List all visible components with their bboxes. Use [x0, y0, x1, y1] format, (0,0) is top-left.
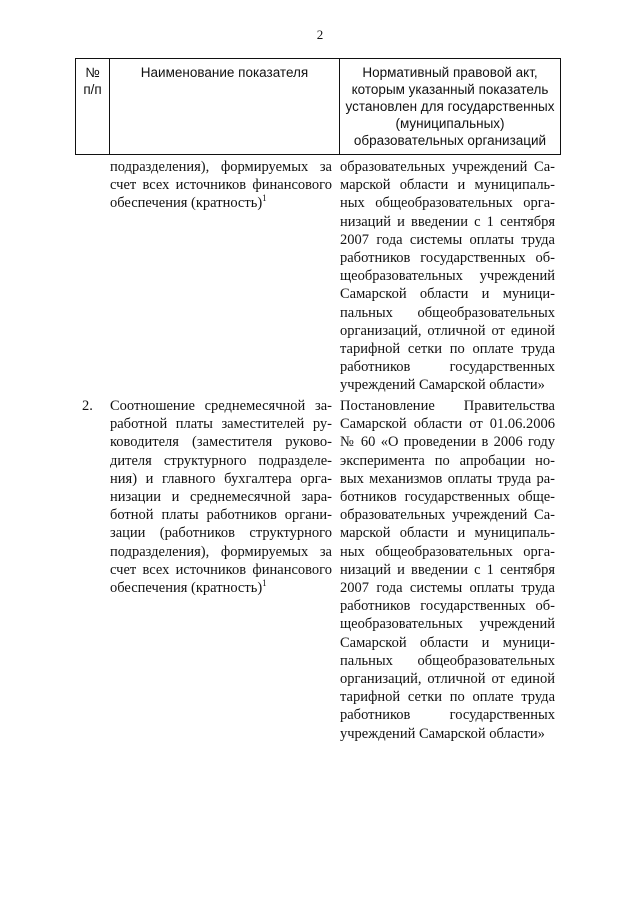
indicator-name-line: низации и среднемесячной зара-	[110, 489, 332, 505]
legal-act-line: № 60 «О проведении в 2006 году	[340, 434, 555, 451]
page-number: 2	[316, 27, 324, 42]
header-text: Нормативный правовой акт,	[362, 65, 538, 80]
footnote-marker: 1	[262, 578, 267, 588]
legal-act-line: пальных общеобразовательных	[340, 652, 555, 669]
legal-act-line: работников государственных	[340, 707, 555, 724]
header-col-legal-act	[340, 59, 561, 155]
header-text: установлен для государственных	[345, 99, 555, 114]
legal-act-line: эксперимента по апробации но-	[340, 452, 555, 469]
legal-act-line: 2007 года системы оплаты труда	[340, 580, 555, 596]
indicator-name-line: счет всех источников финансового	[110, 177, 332, 194]
indicator-name-line: подразделения), формируемых за	[110, 159, 332, 175]
legal-act-line: низаций и введении с 1 сентября	[340, 561, 555, 578]
indicator-name-line: ния) и главного бухгалтера орга-	[110, 470, 332, 487]
legal-act-line: низаций и введении с 1 сентября	[340, 213, 555, 230]
legal-act-line: марской области и муниципаль-	[340, 177, 555, 194]
footnote-marker: 1	[262, 193, 267, 204]
header-col-number	[76, 59, 110, 155]
header-col-indicator	[110, 59, 340, 155]
indicator-name-line: ководителя (заместителя руково-	[110, 434, 332, 451]
legal-act-line: организаций, отличной от единой	[340, 322, 555, 339]
legal-act-line: 2007 года системы оплаты труда	[340, 231, 555, 248]
legal-act-line: Постановление Правительства	[340, 398, 555, 414]
header-text: п/п	[83, 82, 102, 97]
legal-act-line: ных общеобразовательных орга-	[340, 543, 555, 560]
legal-act-line: щеобразовательных учреждений	[340, 268, 555, 285]
table-header	[75, 58, 561, 155]
legal-act-line: вых механизмов оплаты труда ра-	[340, 470, 555, 487]
indicator-name-line: дителя структурного подразделе-	[110, 452, 332, 469]
indicator-name-line: работной платы заместителей ру-	[110, 416, 332, 433]
indicator-name-line: подразделения), формируемых за	[110, 543, 332, 560]
row-number: 2.	[82, 398, 93, 414]
legal-act-line: тарифной сетки по оплате труда	[340, 689, 555, 706]
legal-act-line: образовательных учреждений Са-	[340, 159, 555, 175]
header-text: №	[85, 65, 100, 80]
indicator-name-line: обеспечения (кратность)$^1$	[110, 578, 267, 596]
legal-act-line: Самарской области от 01.06.2006	[340, 416, 555, 433]
indicator-name-line: счет всех источников финансового	[110, 561, 332, 578]
legal-act-line: образовательных учреждений Са-	[340, 507, 555, 524]
legal-act-line: щеобразовательных учреждений	[340, 616, 555, 633]
legal-act-line: Самарской области и муници-	[340, 634, 555, 651]
legal-act-line: Самарской области и муници-	[340, 286, 555, 303]
indicator-name-line: Соотношение среднемесячной за-	[110, 398, 332, 414]
legal-act-line: пальных общеобразовательных	[340, 304, 555, 321]
legal-act-line: учреждений Самарской области»	[340, 725, 545, 742]
legal-act-line: марской области и муниципаль-	[340, 525, 555, 542]
legal-act-line: работников государственных об-	[340, 250, 555, 266]
header-text: образовательных организаций	[353, 133, 547, 148]
indicator-name-line: зации (работников структурного	[110, 525, 332, 542]
legal-act-line: работников государственных об-	[340, 598, 555, 615]
header-text: (муниципальных)	[395, 116, 505, 131]
legal-act-line: учреждений Самарской области»	[340, 377, 545, 394]
legal-act-line: тарифной сетки по оплате труда	[340, 341, 555, 357]
legal-act-line: организаций, отличной от единой	[340, 671, 555, 687]
legal-act-line: работников государственных	[340, 359, 555, 376]
legal-act-line: ных общеобразовательных орга-	[340, 195, 555, 212]
header-text: которым указанный показатель	[351, 82, 549, 97]
indicator-name-line: обеспечения (кратность)$^1$	[110, 193, 267, 212]
legal-act-line: ботников государственных обще-	[340, 489, 555, 505]
header-text: Наименование показателя	[140, 65, 309, 80]
indicator-name-line: ботной платы работников органи-	[110, 507, 332, 524]
